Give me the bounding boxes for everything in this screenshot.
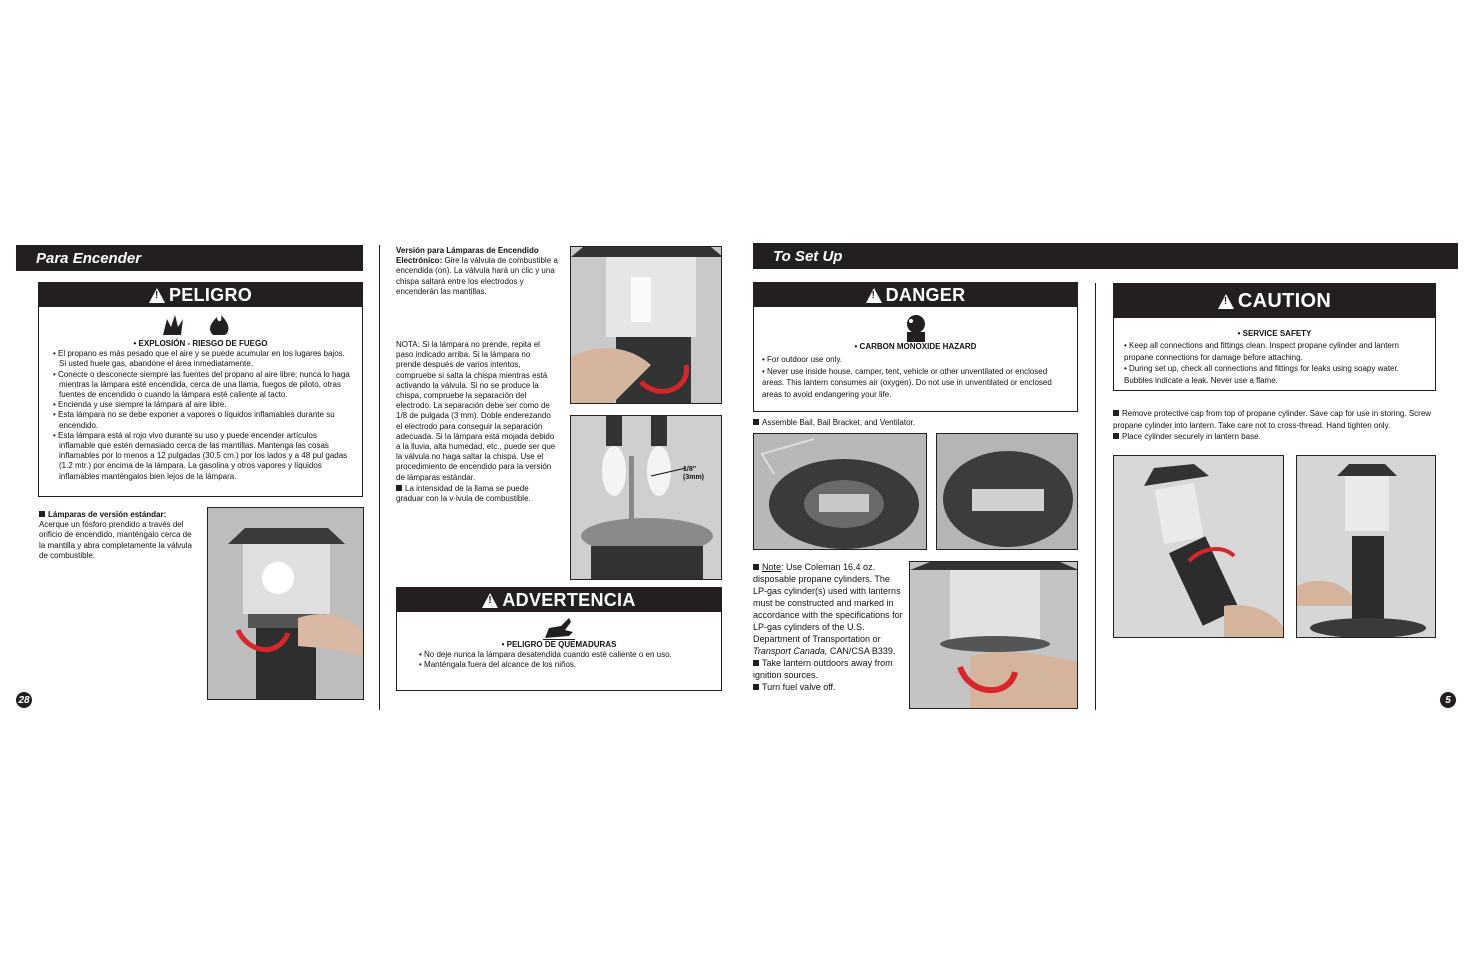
warning-triangle-icon: [866, 288, 882, 303]
advertencia-subtitle: • PELIGRO DE QUEMADURAS: [501, 640, 617, 649]
danger-list: [754, 352, 1077, 402]
column-divider: [1095, 283, 1096, 710]
bullet-square-icon: [396, 485, 402, 491]
remove-cap-instruction: Remove protective cap from top of propane cylinder. Save cap for use in storing. Screw propane cylinder into lantern. Take care not to cross-thread. Hand tighten only.: [1113, 409, 1432, 430]
lantern-ignition-illustration: [571, 247, 722, 404]
list-item: • Encienda y use siempre la lámpara al aire libre.: [53, 400, 227, 410]
section-title: To Set Up: [773, 247, 843, 265]
peligro-title: PELIGRO: [168, 284, 253, 305]
screw-cylinder-photo: [1113, 455, 1284, 638]
list-item: • Esta lámpara no se debe exponer a vapores o líquidos inflamables durante su encendido.: [53, 410, 335, 430]
danger-warning-box: [753, 282, 1078, 412]
ventilator-photo: [753, 433, 927, 550]
bullet-square-icon: [39, 511, 45, 517]
peligro-warning-box: [38, 282, 363, 497]
cylinder-in-base-photo: [1296, 455, 1436, 638]
ventilator-illustration: [754, 434, 927, 550]
standard-lamps-text: [39, 510, 199, 561]
electronic-body: Gire la válvula de combustible a encendida (on). La válvula hará un clic y una chispa saltará entre los electrodos y encenderán las mantillas.: [396, 256, 558, 296]
flame-note: La intensidad de la llama se puede graduar con la v·lvula de combustible.: [396, 483, 531, 504]
nota-body: NOTA: Si la lámpara no prende, repita el paso indicado arriba. Si la lámpara no prende después de varios intentos, compruebe si salta la chispa mientras está activando la válvula. Si no se produce la chispa, compruebe la separación del electrodo. La separación debe ser como de 1/8 de pulgada (3 mm). Doble enderezando el electrodo para conseguir la separación adecuada. Si la lámpara está mojada debido a la lluvia, alta humedad, etc., puede ser que la válvula no haga saltar la chispa. Use el procedimiento de encendido para la versión de lámparas estándar.: [396, 340, 556, 482]
fuel-valve-illustration: [910, 562, 1078, 709]
list-item: • El propano es más pesado que el aire y se puede acumular en los lugares bajos. Si usted huele gas, abandone el área inmediatamente.: [53, 349, 345, 369]
list-item: • Manténgala fuera del alcance de los niños.: [419, 660, 577, 670]
place-cylinder-instruction: Place cylinder securely in lantern base.: [1122, 432, 1261, 441]
caution-header: [1114, 284, 1435, 318]
screw-cylinder-illustration: [1114, 456, 1284, 638]
section-header-para-encender: [16, 245, 363, 271]
section-header-to-set-up: [753, 243, 1458, 269]
electrode-gap-photo: [570, 415, 722, 580]
lantern-illustration: [208, 508, 364, 700]
warning-triangle-icon: [482, 593, 498, 608]
bullet-square-icon: [1113, 433, 1119, 439]
cylinder-instructions: [1113, 408, 1443, 443]
assemble-text: [753, 418, 915, 428]
bail-bracket-photo: [936, 433, 1078, 550]
list-item: • Conecte o desconecte siempre las fuentes del propano al aire libre; nunca lo haga mientras la lámpara esté encendida, cerca de una llama, fuegos de piloto, otras fuentes de encendido o cuando la lámpara esté caliente al tacto.: [53, 369, 350, 400]
danger-subtitle: • CARBON MONOXIDE HAZARD: [854, 342, 977, 351]
lantern-lighting-photo: [207, 507, 364, 700]
danger-header: [754, 283, 1077, 307]
bullet-square-icon: [1113, 410, 1119, 416]
advertencia-list: [397, 650, 721, 670]
note-body: : Use Coleman 16.4 oz. disposable propane cylinders. The LP-gas cylinder(s) used with lanterns must be constructed and marked in accordance with the specifications for LP-gas cylinders of the U.S. Department of Transportation or: [753, 562, 903, 644]
bullet-square-icon: [753, 684, 759, 690]
note-end: CAN/CSA B339.: [829, 646, 896, 656]
fuel-valve-photo: [909, 561, 1078, 709]
bracket-illustration: [937, 434, 1078, 550]
page-number-left: 28: [16, 692, 32, 708]
bullet-square-icon: [753, 419, 759, 425]
electronic-version-text: [396, 246, 564, 297]
warning-triangle-icon: [1218, 294, 1234, 309]
electronic-ignition-photo: [570, 246, 722, 404]
page-number-right: 5: [1440, 692, 1456, 708]
peligro-subtitle: • EXPLOSIÓN - RIESGO DE FUEGO: [133, 339, 268, 348]
list-item: • Never use inside house, camper, tent, vehicle or other unventilated or enclosed areas. This lantern consumes air (oxygen). Do not use in unventilated or enclosed areas to avoid endangering your life.: [762, 366, 1052, 399]
list-item: • No deje nunca la lámpara desatendida cuando esté caliente o en uso.: [419, 650, 672, 660]
list-item: • For outdoor use only.: [762, 355, 843, 365]
standard-body: Acerque un fósforo prendido a través del orificio de encendido, manténgalo cerca de la mantilla y abra completamente la válvula de combustible.: [39, 520, 192, 560]
note-text: [753, 561, 903, 693]
list-item: • Keep all connections and fittings clean. Inspect propane cylinder and lantern propane connections for damage before attaching.: [1124, 341, 1399, 362]
electronic-lead: Electrónico:: [396, 256, 443, 266]
advertencia-header: [397, 588, 721, 612]
cylinder-base-illustration: [1297, 456, 1436, 638]
bullet-square-icon: [753, 660, 759, 666]
note-italic: Transport Canada,: [753, 646, 828, 656]
explosion-fire-icons: [39, 313, 362, 337]
danger-title: DANGER: [885, 284, 966, 305]
peligro-header: [39, 283, 362, 307]
take-outdoors-instruction: Take lantern outdoors away from ignition sources.: [753, 658, 893, 680]
peligro-list: [39, 349, 362, 482]
column-divider: [379, 245, 380, 710]
warning-triangle-icon: [149, 288, 165, 303]
nota-text: [396, 340, 556, 504]
note-label: Note: [762, 562, 782, 572]
turn-off-instruction: Turn fuel valve off.: [762, 682, 836, 692]
bullet-square-icon: [753, 564, 759, 570]
assemble-instruction: Assemble Bail, Bail Bracket, and Ventilator.: [762, 418, 915, 427]
list-item: • During set up, check all connections and fittings for leaks using soapy water. Bubbles indicate a leak. Never use a flame.: [1124, 364, 1399, 385]
caution-warning-box: [1113, 283, 1436, 391]
explosion-icon: [161, 313, 241, 337]
caution-list: [1114, 339, 1435, 387]
carbon-monoxide-icon: [901, 312, 931, 342]
caution-title: CAUTION: [1237, 289, 1332, 312]
gap-label: 1/8" (3mm): [683, 466, 705, 481]
section-title: Para Encender: [36, 249, 142, 267]
standard-heading: Lámparas de versión estándar:: [48, 510, 167, 519]
advertencia-title: ADVERTENCIA: [502, 589, 636, 610]
caution-subtitle: • SERVICE SAFETY: [1237, 329, 1312, 338]
advertencia-warning-box: [396, 587, 722, 691]
burn-hand-icon: [539, 616, 579, 640]
electronic-heading: Versión para Lámparas de Encendido: [396, 246, 539, 255]
list-item: • Esta lámpara está al rojo vivo durante su uso y puede encender artículos inflamable que estén demasiado cerca de las mantillas. Mantenga las cosas inflamables por lo menos a 12 pulgadas (30.5 cm.) por los lados y a 48 pul gadas (1.2 mtr.) por encima de la lámpara. La gasolina y otros vapores y líquidos inflamables manténgalos bien lejos de la lámpara.: [53, 430, 348, 481]
electrode-illustration: [571, 416, 722, 580]
